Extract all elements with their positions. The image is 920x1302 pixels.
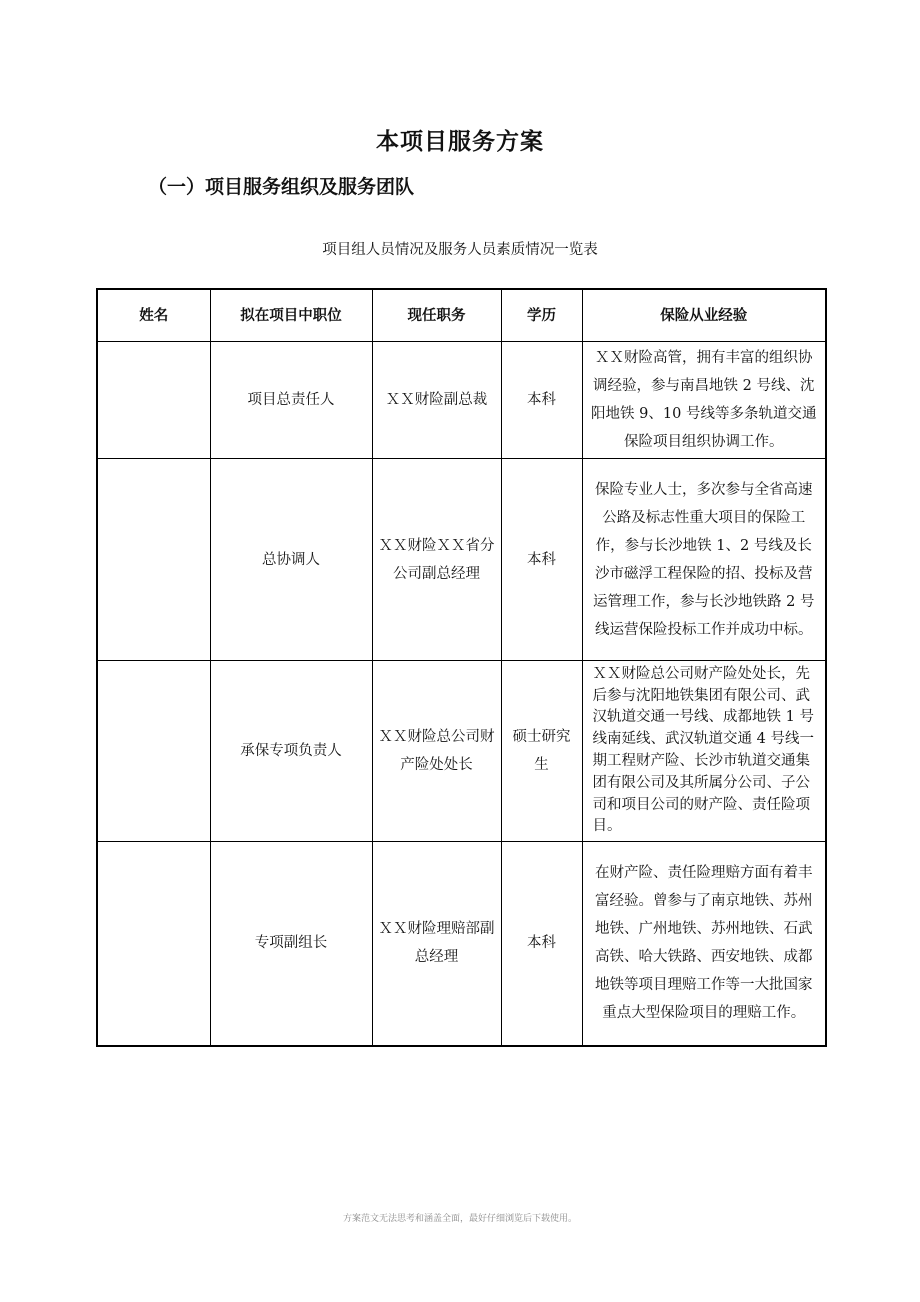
table-row — [97, 459, 826, 661]
table-row — [97, 842, 826, 1046]
cell-experience — [582, 459, 826, 661]
position-text: ＸＸ财险副总裁 — [385, 392, 488, 408]
cell-role: 承保专项负责人 — [210, 661, 372, 842]
cell-education: 本科 — [501, 842, 582, 1046]
header-education: 学历 — [501, 289, 582, 342]
cell-position — [372, 842, 501, 1046]
cell-position — [372, 661, 501, 842]
experience-text: ＸＸ财险总公司财产险处处长，先后参与沈阳地铁集团有限公司、武汉轨道交通一号线、成都地铁 1 号线南延线、武汉轨道交通 4 号线一期工程财产险、长沙市轨道交通集团有限公司及其所属分公司、子公司和项目公司的财产险、责任险项目。 — [592, 665, 814, 835]
section-title: （一）项目服务组织及服务团队 — [148, 176, 415, 198]
table-header-row — [97, 289, 826, 342]
experience-text: ＸＸ财险高管，拥有丰富的组织协调经验，参与南昌地铁 2 号线、沈阳地铁 9、10 号线等多条轨道交通保险项目组织协调工作。 — [591, 350, 817, 450]
position-text: ＸＸ财险总公司财产险处处长 — [378, 729, 495, 773]
cell-education: 本科 — [501, 459, 582, 661]
cell-name — [97, 661, 210, 842]
cell-experience — [582, 342, 826, 459]
cell-experience — [582, 661, 826, 842]
experience-text: 保险专业人士，多次参与全省高速公路及标志性重大项目的保险工作，参与长沙地铁 1、2 号线及长沙市磁浮工程保险的招、投标及营运管理工作，参与长沙地铁路 2 号线运营保险投标工作并成功中标。 — [593, 481, 815, 638]
position-text: ＸＸ财险ＸＸ省分公司副总经理 — [378, 537, 495, 582]
header-position: 现任职务 — [372, 289, 501, 342]
cell-education: 本科 — [501, 342, 582, 459]
cell-role: 总协调人 — [210, 459, 372, 661]
cell-experience — [582, 842, 826, 1046]
header-name: 姓名 — [97, 289, 210, 342]
table-row — [97, 342, 826, 459]
staff-table — [96, 288, 827, 1047]
cell-position — [372, 342, 501, 459]
header-experience: 保险从业经验 — [582, 289, 826, 342]
header-role: 拟在项目中职位 — [210, 289, 372, 342]
cell-name — [97, 342, 210, 459]
cell-education — [501, 661, 582, 842]
position-text: ＸＸ财险理赔部副总经理 — [378, 921, 495, 966]
cell-name — [97, 842, 210, 1046]
cell-role: 项目总责任人 — [210, 342, 372, 459]
cell-role: 专项副组长 — [210, 842, 372, 1046]
footer-note: 方案范文无法思考和涵盖全面，最好仔细浏览后下载使用。 — [342, 1214, 577, 1224]
document-title: 本项目服务方案 — [376, 129, 544, 155]
cell-name — [97, 459, 210, 661]
experience-text: 在财产险、责任险理赔方面有着丰富经验。曾参与了南京地铁、苏州地铁、广州地铁、苏州地铁、石武高铁、哈大铁路、西安地铁、成都地铁等项目理赔工作等一大批国家重点大型保险项目的理赔工作。 — [595, 865, 813, 1022]
table-row — [97, 661, 826, 842]
table-caption: 项目组人员情况及服务人员素质情况一览表 — [322, 242, 598, 258]
education-text: 硕士研究生 — [512, 729, 571, 773]
cell-position — [372, 459, 501, 661]
